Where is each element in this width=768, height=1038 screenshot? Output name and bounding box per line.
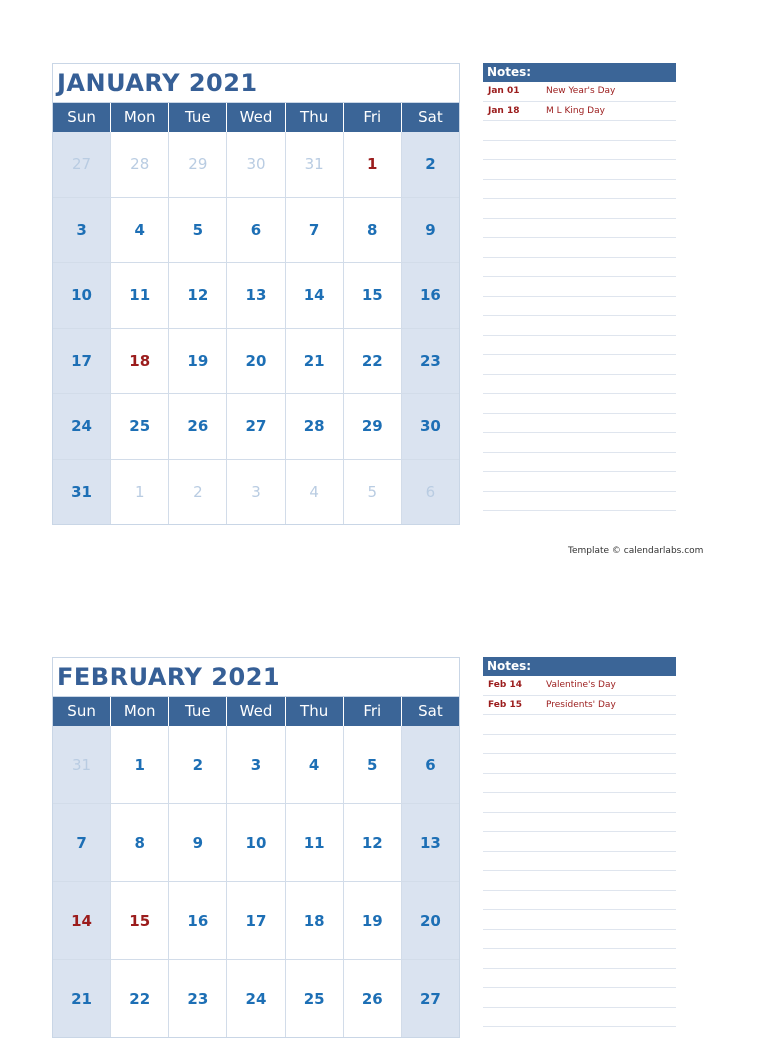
weekday-fri: Fri bbox=[344, 103, 402, 132]
note-line bbox=[483, 949, 676, 969]
note-line bbox=[483, 930, 676, 950]
day-cell: 10 bbox=[53, 263, 111, 328]
day-cell: 15 bbox=[344, 263, 402, 328]
week-row bbox=[53, 328, 459, 394]
day-cell: 8 bbox=[344, 198, 402, 263]
day-cell: 11 bbox=[286, 804, 344, 881]
note-line bbox=[483, 433, 676, 453]
weekday-sun: Sun bbox=[53, 697, 111, 726]
note-line bbox=[483, 277, 676, 297]
note-list bbox=[483, 82, 676, 511]
day-cell: 5 bbox=[344, 726, 402, 803]
day-cell: 12 bbox=[344, 804, 402, 881]
weekday-wed: Wed bbox=[227, 103, 285, 132]
day-cell: 12 bbox=[169, 263, 227, 328]
note-date: Jan 18 bbox=[488, 105, 520, 116]
day-cell: 23 bbox=[402, 329, 459, 394]
day-cell: 20 bbox=[227, 329, 285, 394]
calendar-january bbox=[52, 63, 460, 525]
note-line bbox=[483, 676, 676, 696]
day-cell: 26 bbox=[344, 960, 402, 1037]
week-row bbox=[53, 197, 459, 263]
note-line bbox=[483, 336, 676, 356]
note-date: Jan 01 bbox=[488, 86, 520, 97]
calendar-february bbox=[52, 657, 460, 1038]
weekday-mon: Mon bbox=[111, 103, 169, 132]
holiday-day-cell: 15 bbox=[111, 882, 169, 959]
day-cell: 16 bbox=[402, 263, 459, 328]
weekday-header bbox=[53, 697, 459, 726]
note-line bbox=[483, 199, 676, 219]
adjacent-month-day-cell: 27 bbox=[53, 132, 111, 197]
note-line bbox=[483, 258, 676, 278]
day-cell: 10 bbox=[227, 804, 285, 881]
note-text: Presidents' Day bbox=[546, 699, 616, 710]
note-line bbox=[483, 141, 676, 161]
note-line bbox=[483, 754, 676, 774]
notes-header: Notes: bbox=[483, 657, 676, 676]
day-cell: 13 bbox=[227, 263, 285, 328]
note-line bbox=[483, 472, 676, 492]
day-cell: 19 bbox=[344, 882, 402, 959]
day-cell: 6 bbox=[227, 198, 285, 263]
day-cell: 17 bbox=[53, 329, 111, 394]
adjacent-month-day-cell: 5 bbox=[344, 460, 402, 525]
note-line bbox=[483, 355, 676, 375]
note-line bbox=[483, 793, 676, 813]
weeks-grid bbox=[53, 132, 459, 524]
note-line bbox=[483, 453, 676, 473]
week-row bbox=[53, 726, 459, 803]
month-title: FEBRUARY 2021 bbox=[53, 658, 459, 697]
day-cell: 30 bbox=[402, 394, 459, 459]
day-cell: 18 bbox=[286, 882, 344, 959]
note-line bbox=[483, 102, 676, 122]
note-date: Feb 15 bbox=[488, 699, 522, 710]
note-line bbox=[483, 375, 676, 395]
adjacent-month-day-cell: 31 bbox=[286, 132, 344, 197]
day-cell: 2 bbox=[169, 726, 227, 803]
day-cell: 9 bbox=[169, 804, 227, 881]
day-cell: 2 bbox=[402, 132, 459, 197]
week-row bbox=[53, 262, 459, 328]
note-line bbox=[483, 238, 676, 258]
adjacent-month-day-cell: 28 bbox=[111, 132, 169, 197]
holiday-day-cell: 14 bbox=[53, 882, 111, 959]
day-cell: 8 bbox=[111, 804, 169, 881]
day-cell: 22 bbox=[344, 329, 402, 394]
day-cell: 1 bbox=[111, 726, 169, 803]
week-row bbox=[53, 881, 459, 959]
note-line bbox=[483, 492, 676, 512]
weekday-tue: Tue bbox=[169, 103, 227, 132]
weeks-grid bbox=[53, 726, 459, 1037]
day-cell: 17 bbox=[227, 882, 285, 959]
note-line bbox=[483, 910, 676, 930]
month-title: JANUARY 2021 bbox=[53, 64, 459, 103]
day-cell: 29 bbox=[344, 394, 402, 459]
day-cell: 22 bbox=[111, 960, 169, 1037]
day-cell: 21 bbox=[286, 329, 344, 394]
weekday-header bbox=[53, 103, 459, 132]
note-line bbox=[483, 219, 676, 239]
day-cell: 14 bbox=[286, 263, 344, 328]
day-cell: 24 bbox=[53, 394, 111, 459]
weekday-thu: Thu bbox=[286, 697, 344, 726]
day-cell: 5 bbox=[169, 198, 227, 263]
note-line bbox=[483, 696, 676, 716]
note-line bbox=[483, 82, 676, 102]
note-line bbox=[483, 394, 676, 414]
day-cell: 26 bbox=[169, 394, 227, 459]
note-line bbox=[483, 297, 676, 317]
note-line bbox=[483, 832, 676, 852]
week-row bbox=[53, 803, 459, 881]
holiday-day-cell: 18 bbox=[111, 329, 169, 394]
note-line bbox=[483, 891, 676, 911]
weekday-fri: Fri bbox=[344, 697, 402, 726]
day-cell: 13 bbox=[402, 804, 459, 881]
day-cell: 31 bbox=[53, 460, 111, 525]
day-cell: 20 bbox=[402, 882, 459, 959]
weekday-tue: Tue bbox=[169, 697, 227, 726]
adjacent-month-day-cell: 29 bbox=[169, 132, 227, 197]
adjacent-month-day-cell: 4 bbox=[286, 460, 344, 525]
day-cell: 27 bbox=[227, 394, 285, 459]
note-line bbox=[483, 852, 676, 872]
note-line bbox=[483, 969, 676, 989]
notes-header: Notes: bbox=[483, 63, 676, 82]
day-cell: 3 bbox=[53, 198, 111, 263]
note-line bbox=[483, 180, 676, 200]
week-row bbox=[53, 959, 459, 1037]
note-text: Valentine's Day bbox=[546, 680, 616, 691]
day-cell: 3 bbox=[227, 726, 285, 803]
note-line bbox=[483, 316, 676, 336]
day-cell: 9 bbox=[402, 198, 459, 263]
weekday-mon: Mon bbox=[111, 697, 169, 726]
adjacent-month-day-cell: 30 bbox=[227, 132, 285, 197]
note-text: M L King Day bbox=[546, 105, 605, 116]
week-row bbox=[53, 393, 459, 459]
holiday-day-cell: 1 bbox=[344, 132, 402, 197]
template-credit: Template © calendarlabs.com bbox=[568, 546, 704, 556]
note-line bbox=[483, 813, 676, 833]
note-line bbox=[483, 160, 676, 180]
adjacent-month-day-cell: 1 bbox=[111, 460, 169, 525]
weekday-sun: Sun bbox=[53, 103, 111, 132]
notes-february bbox=[483, 657, 676, 1027]
adjacent-month-day-cell: 3 bbox=[227, 460, 285, 525]
note-line bbox=[483, 121, 676, 141]
day-cell: 25 bbox=[111, 394, 169, 459]
day-cell: 19 bbox=[169, 329, 227, 394]
day-cell: 7 bbox=[53, 804, 111, 881]
note-line bbox=[483, 715, 676, 735]
weekday-wed: Wed bbox=[227, 697, 285, 726]
adjacent-month-day-cell: 6 bbox=[402, 460, 459, 525]
day-cell: 23 bbox=[169, 960, 227, 1037]
day-cell: 4 bbox=[111, 198, 169, 263]
day-cell: 21 bbox=[53, 960, 111, 1037]
note-line bbox=[483, 735, 676, 755]
note-line bbox=[483, 414, 676, 434]
note-date: Feb 14 bbox=[488, 680, 522, 691]
day-cell: 25 bbox=[286, 960, 344, 1037]
note-line bbox=[483, 1008, 676, 1028]
weekday-thu: Thu bbox=[286, 103, 344, 132]
day-cell: 16 bbox=[169, 882, 227, 959]
day-cell: 24 bbox=[227, 960, 285, 1037]
adjacent-month-day-cell: 2 bbox=[169, 460, 227, 525]
week-row bbox=[53, 132, 459, 197]
day-cell: 4 bbox=[286, 726, 344, 803]
note-text: New Year's Day bbox=[546, 86, 616, 97]
adjacent-month-day-cell: 31 bbox=[53, 726, 111, 803]
weekday-sat: Sat bbox=[418, 108, 443, 126]
week-row bbox=[53, 459, 459, 525]
day-cell: 7 bbox=[286, 198, 344, 263]
note-line bbox=[483, 774, 676, 794]
note-list bbox=[483, 676, 676, 1027]
day-cell: 6 bbox=[402, 726, 459, 803]
day-cell: 11 bbox=[111, 263, 169, 328]
day-cell: 28 bbox=[286, 394, 344, 459]
note-line bbox=[483, 871, 676, 891]
notes-january bbox=[483, 63, 676, 511]
note-line bbox=[483, 988, 676, 1008]
day-cell: 27 bbox=[402, 960, 459, 1037]
weekday-sat: Sat bbox=[418, 702, 443, 720]
